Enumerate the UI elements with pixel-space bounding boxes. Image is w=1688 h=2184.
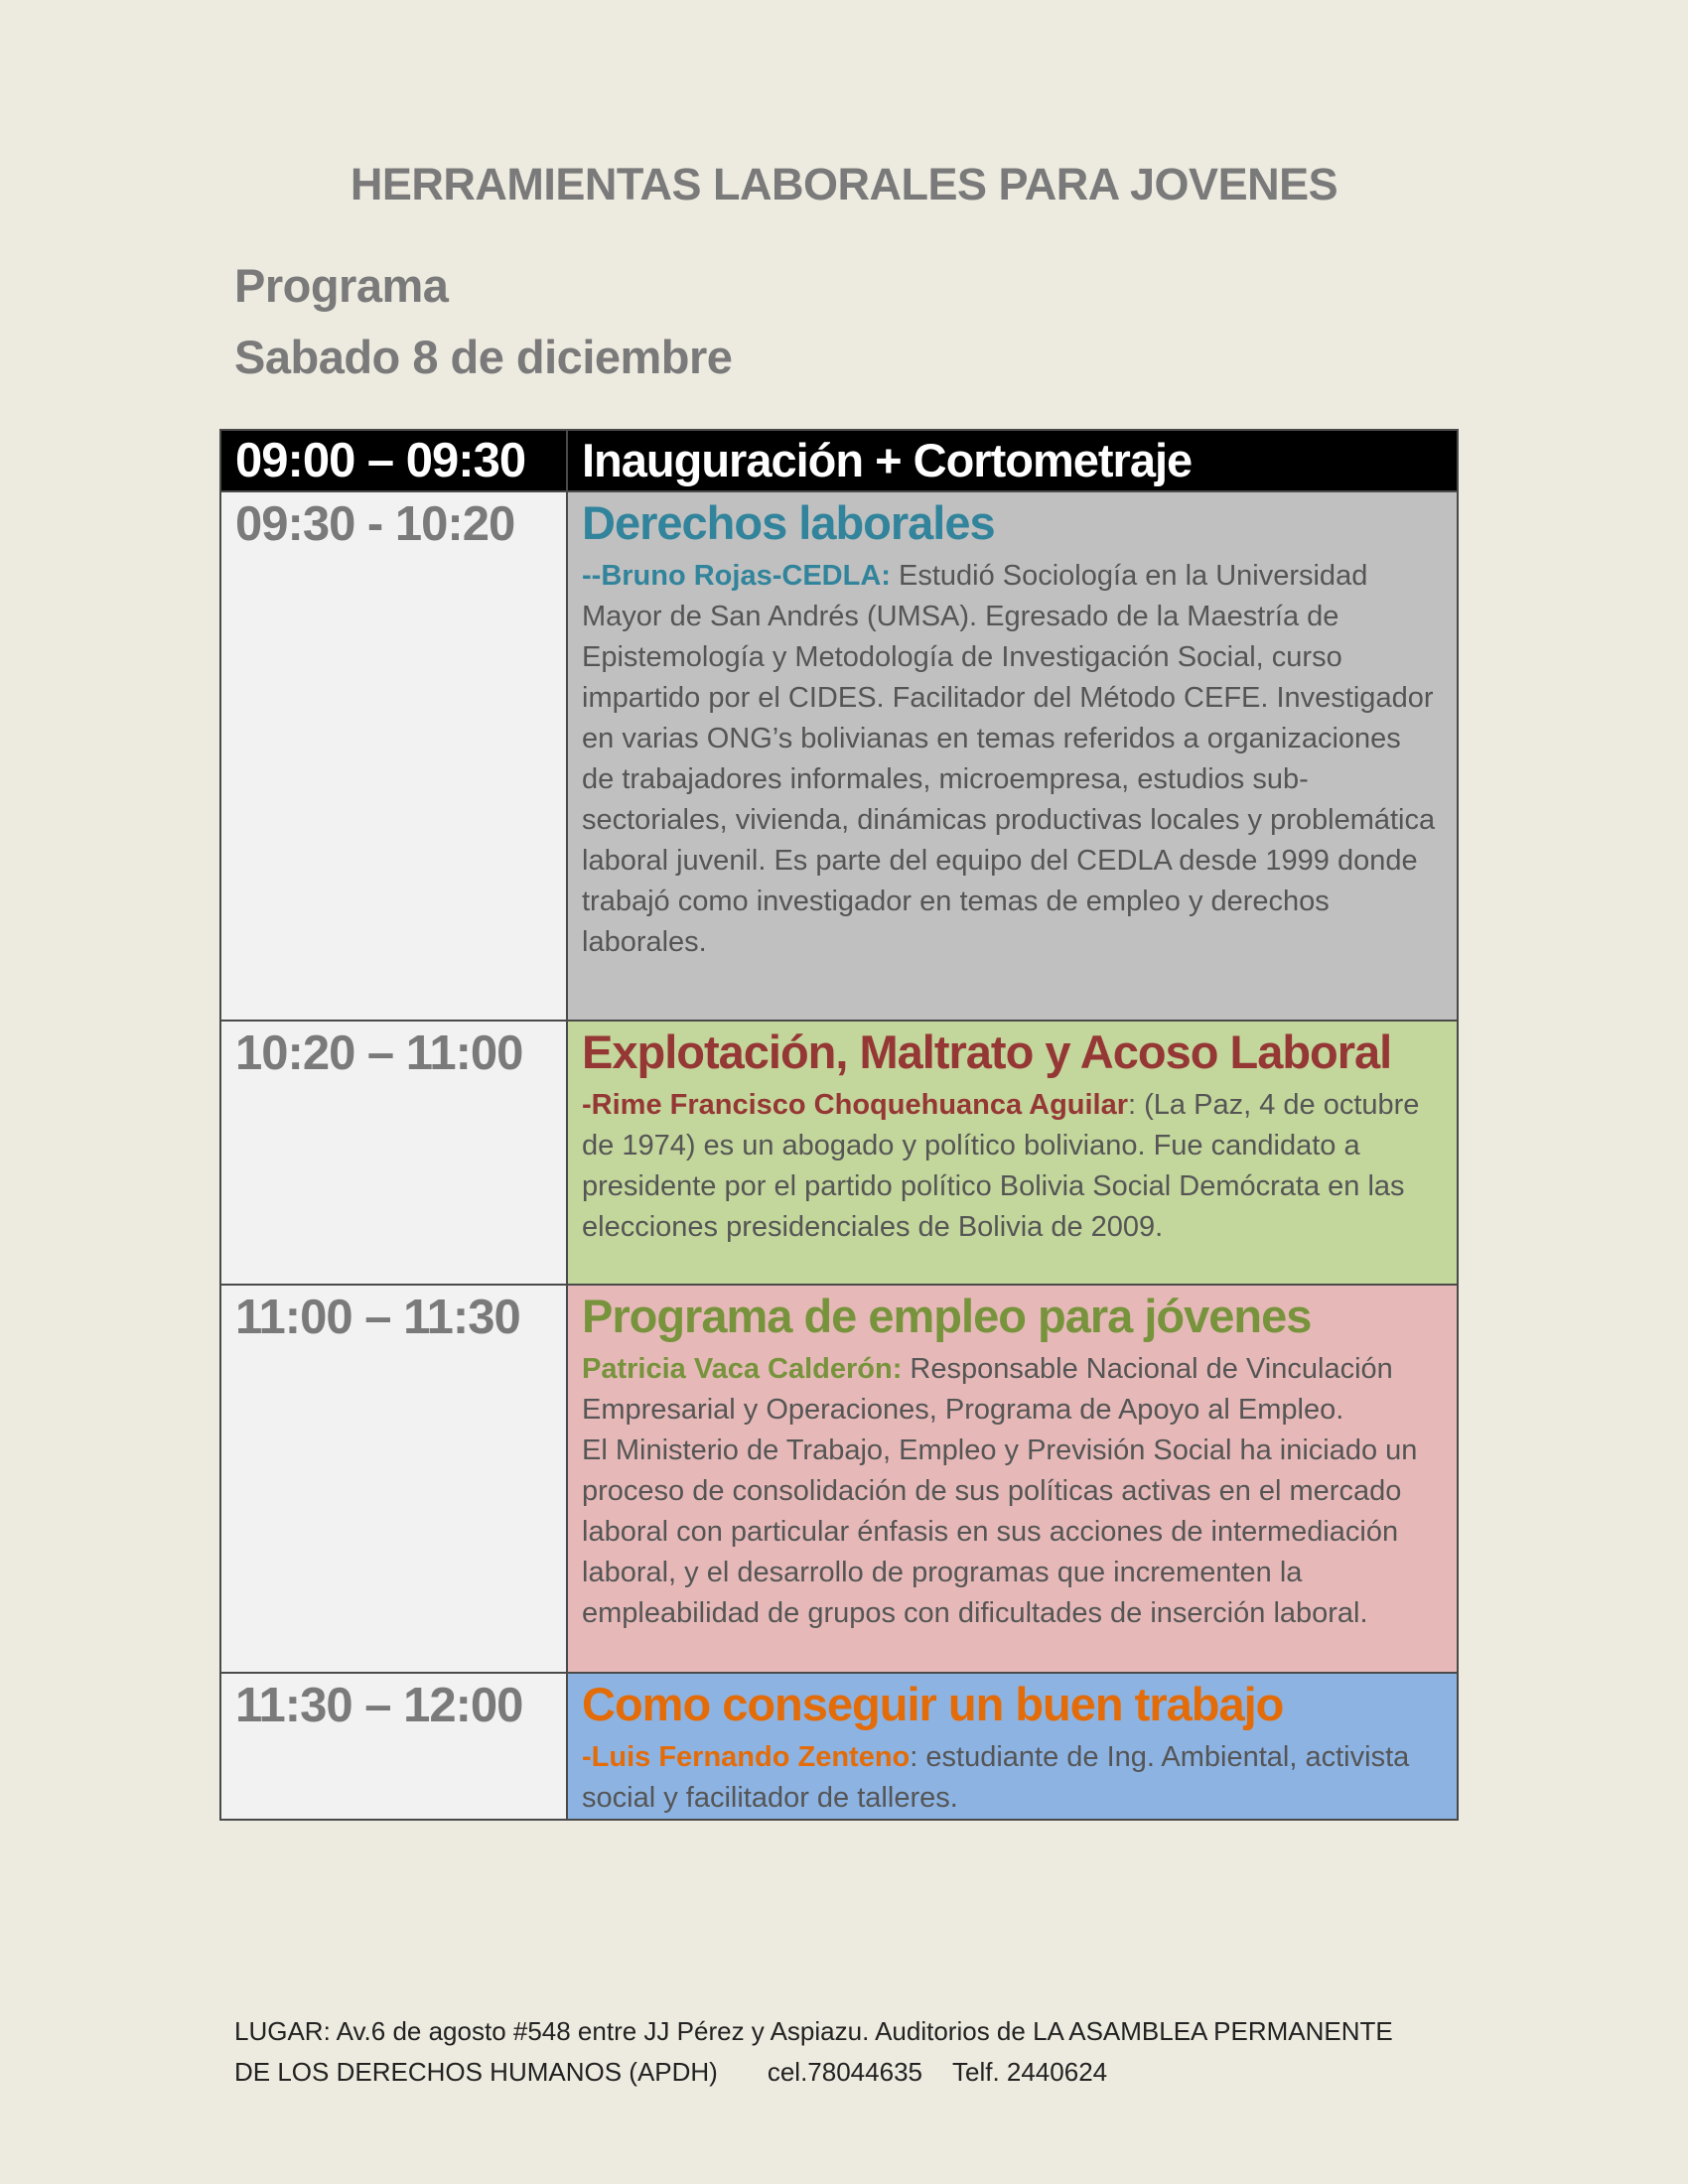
session-cell xyxy=(567,1673,1458,1820)
session-cell xyxy=(567,1285,1458,1673)
schedule-row-empleo xyxy=(220,1285,1458,1673)
time-slot: 09:30 - 10:20 xyxy=(220,491,567,1021)
session-title: Programa de empleo para jóvenes xyxy=(582,1290,1312,1342)
session-title: Derechos laborales xyxy=(582,496,995,549)
schedule-row-derechos xyxy=(220,491,1458,1021)
time-slot: 11:00 – 11:30 xyxy=(220,1285,567,1673)
schedule-row-explotacion xyxy=(220,1021,1458,1285)
session-cell xyxy=(567,1021,1458,1285)
session-description xyxy=(582,1085,1439,1248)
telephone: Telf. 2440624 xyxy=(951,2057,1108,2087)
session-title: Como conseguir un buen trabajo xyxy=(582,1678,1284,1730)
speaker-name: -Luis Fernando Zenteno xyxy=(582,1741,911,1773)
venue-address: LUGAR: Av.6 de agosto #548 entre JJ Pérez y Aspiazu. Auditorios de LA ASAMBLEA PERMANENTE xyxy=(234,2016,1393,2046)
cell-phone: cel.78044635 xyxy=(767,2057,922,2087)
program-description: El Ministerio de Trabajo, Empleo y Previsión Social ha iniciado un proceso de consolidación de sus políticas activas en el mercado laboral con particular énfasis en sus acciones de intermediación laboral, y el desarrollo de programas que incrementen la empleabilidad de grupos con dificultades de inserción laboral. xyxy=(582,1434,1418,1629)
schedule-row-trabajo xyxy=(220,1673,1458,1820)
schedule-row-opening xyxy=(220,430,1458,491)
document-title: HERRAMIENTAS LABORALES PARA JOVENES xyxy=(350,159,1338,209)
speaker-name: -Rime Francisco Choquehuanca Aguilar xyxy=(582,1089,1129,1121)
event-date: Sabado 8 de diciembre xyxy=(234,331,733,383)
speaker-bio: Responsable Nacional de Vinculación Empresarial y Operaciones, Programa de Apoyo al Empleo. xyxy=(582,1353,1393,1426)
session-cell xyxy=(567,430,1458,491)
program-subtitle: Programa xyxy=(234,259,449,312)
session-description xyxy=(582,1349,1439,1634)
session-title: Explotación, Maltrato y Acoso Laboral xyxy=(582,1025,1392,1078)
venue-footer xyxy=(234,2011,1485,2093)
time-slot: 09:00 – 09:30 xyxy=(220,430,567,491)
speaker-name: --Bruno Rojas-CEDLA: xyxy=(582,560,891,592)
speaker-name: Patricia Vaca Calderón: xyxy=(582,1353,903,1385)
session-description xyxy=(582,556,1439,963)
session-cell xyxy=(567,491,1458,1021)
session-description xyxy=(582,1737,1439,1819)
time-slot: 11:30 – 12:00 xyxy=(220,1673,567,1820)
venue-contact xyxy=(234,2052,1485,2093)
speaker-bio: : (La Paz, 4 de octubre de 1974) es un abogado y político boliviano. Fue candidato a presidente por el partido político Bolivia Social Demócrata en las elecciones presidenciales de Bolivia de 2009. xyxy=(582,1089,1420,1243)
time-slot: 10:20 – 11:00 xyxy=(220,1021,567,1285)
schedule-table xyxy=(219,429,1459,1821)
session-title: Inauguración + Cortometraje xyxy=(582,434,1193,486)
venue-organization: DE LOS DERECHOS HUMANOS (APDH) xyxy=(234,2057,718,2087)
speaker-bio: Estudió Sociología en la Universidad Mayor de San Andrés (UMSA). Egresado de la Maestría de Epistemología y Metodología de Investigación Social, curso impartido por el CIDES. Facilitador del Método CEFE. Investigador en varias ONG’s bolivianas en temas referidos a organizaciones de trabajadores informales, microempresa, estudios sub-sectoriales, vivienda, dinámicas productivas locales y problemática laboral juvenil. Es parte del equipo del CEDLA desde 1999 donde trabajó como investigador en temas de empleo y derechos laborales. xyxy=(582,560,1436,958)
speaker-bio: : estudiante de Ing. Ambiental, activista social y facilitador de talleres. xyxy=(582,1741,1410,1814)
